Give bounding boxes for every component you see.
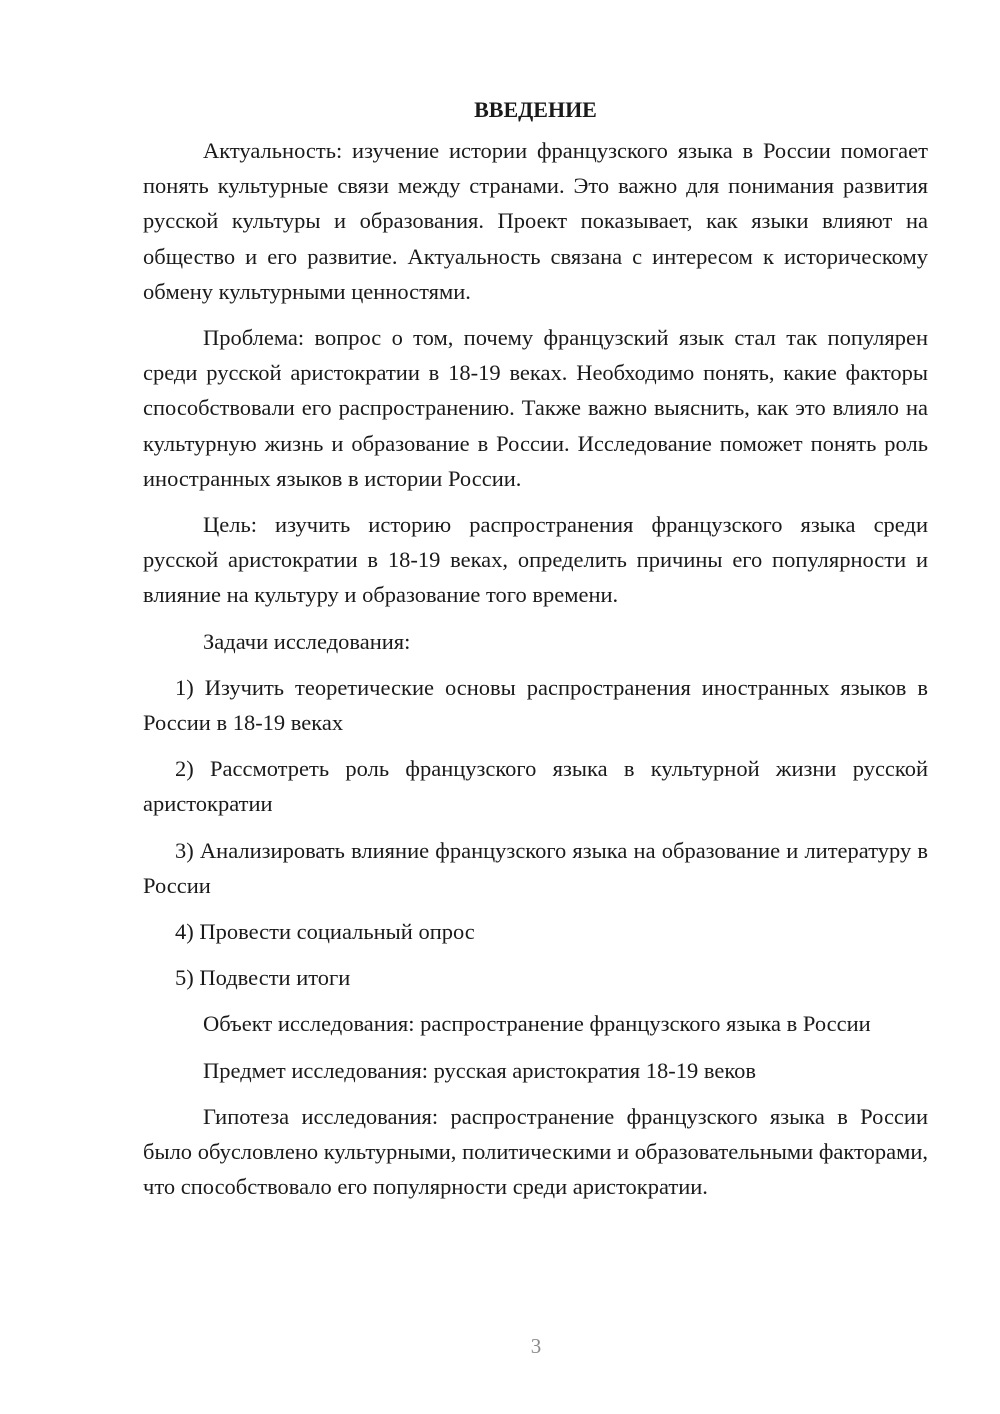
relevance-paragraph: Актуальность: изучение истории французского языка в России помогает понять культурные связи между странами. Это важно для понимания развития русской культуры и образования. Проект показывает, как языки влияют на общество и его развитие. Актуальность связана с интересом к историческому обмену культурными ценностями. xyxy=(143,138,928,304)
list-item: 1) Изучить теоретические основы распространения иностранных языков в России в 18-19 веках xyxy=(143,674,928,736)
page-number: 3 xyxy=(530,1334,542,1358)
subject-paragraph: Предмет исследования: русская аристократия 18-19 веков xyxy=(203,1057,757,1083)
page-content xyxy=(143,92,928,1204)
list-item: 2) Рассмотреть роль французского языка в культурной жизни русской аристократии xyxy=(143,756,928,817)
problem-paragraph: Проблема: вопрос о том, почему французский язык стал так популярен среди русской аристократии в 18-19 веках. Необходимо понять, какие факторы способствовали его распространению. Также важно выяснить, как это влияло на культурную жизнь и образование в России. Исследование поможет понять роль иностранных языков в истории России. xyxy=(143,325,928,491)
tasks-heading: Задачи исследования: xyxy=(203,628,411,654)
page-title: ВВЕДЕНИЕ xyxy=(474,97,597,122)
hypothesis-paragraph: Гипотеза исследования: распространение французского языка в России было обусловлено культурными, политическими и образовательными факторами, что способствовало его популярности среди аристократии. xyxy=(143,1103,928,1200)
object-paragraph: Объект исследования: распространение французского языка в России xyxy=(203,1011,871,1037)
tasks-list xyxy=(143,670,928,996)
goal-paragraph: Цель: изучить историю распространения французского языка среди русской аристократии в 18-19 веках, определить причины его популярности и влияние на культуру и образование того времени. xyxy=(143,512,928,608)
list-item: 5) Подвести итоги xyxy=(175,965,351,991)
list-item: 3) Анализировать влияние французского языка на образование и литературу в России xyxy=(143,837,928,898)
list-item: 4) Провести социальный опрос xyxy=(175,919,475,945)
